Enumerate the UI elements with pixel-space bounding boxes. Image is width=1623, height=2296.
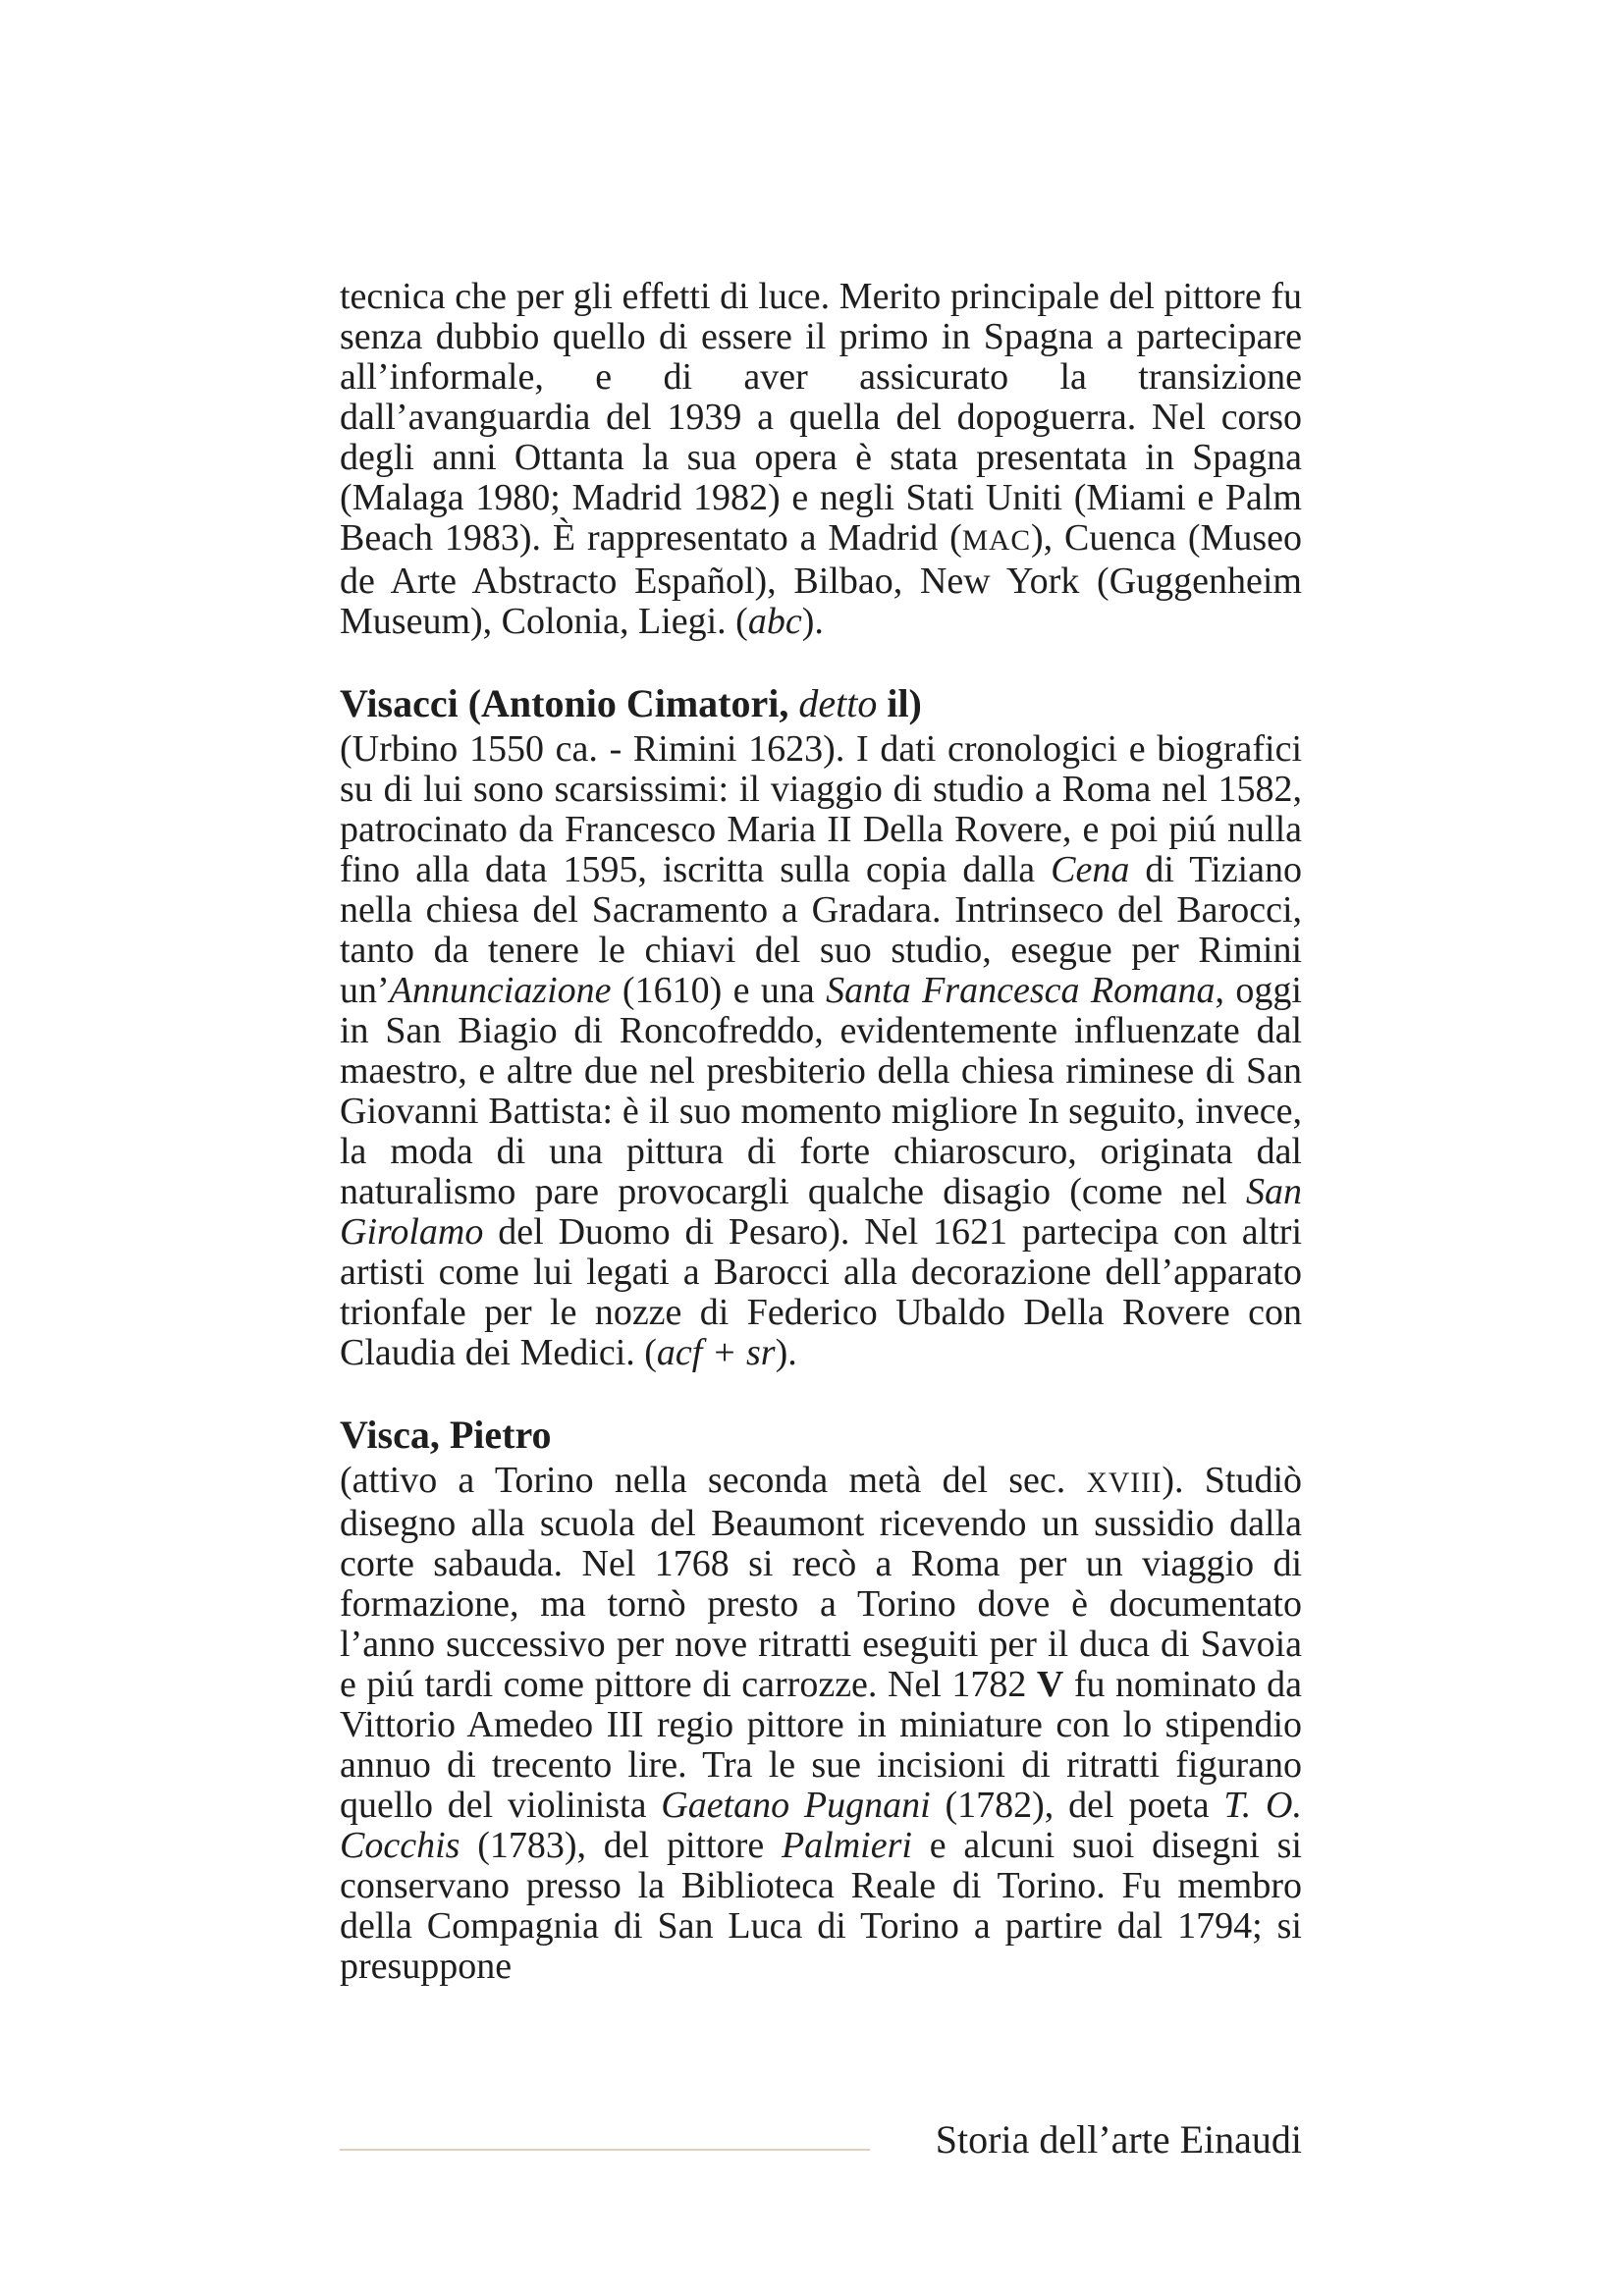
entry-heading: Visacci (Antonio Cimatori, detto il) <box>340 681 922 725</box>
entry-visacci <box>340 682 1302 1373</box>
continuation-paragraph: tecnica che per gli effetti di luce. Merito principale del pittore fu senza dubbio quello di essere il primo in Spagna a partecipare all’informale, e di aver assicurato la transizione dall’avanguardia del 1939 a quella del dopoguerra. Nel corso degli anni Ottanta la sua opera è stata presentata in Spagna (Malaga 1980; Madrid 1982) e negli Stati Uniti (Miami e Palm Beach 1983). È rappresentato a Madrid (MAC), Cuenca (Museo de Arte Abstracto Español), Bilbao, New York (Guggenheim Museum), Colonia, Liegi. (abc). <box>340 276 1302 642</box>
footer-title: Storia dell’arte Einaudi <box>935 2117 1302 2162</box>
entry-heading: Visca, Pietro <box>340 1413 552 1457</box>
entry-body: (Urbino 1550 ca. - Rimini 1623). I dati cronologici e biografici su di lui sono scarsissimi: il viaggio di studio a Roma nel 1582, patrocinato da Francesco Maria II Della Rovere, e poi piú nulla fino alla data 1595, iscritta sulla copia dalla Cena di Tiziano nella chiesa del Sacramento a Gradara. Intrinseco del Barocci, tanto da tenere le chiavi del suo studio, esegue per Rimini un’Annunciazione (1610) e una Santa Francesca Romana, oggi in San Biagio di Roncofreddo, evidentemente influenzate dal maestro, e altre due nel presbiterio della chiesa riminese di San Giovanni Battista: è il suo momento migliore In seguito, invece, la moda di una pittura di forte chiaroscuro, originata dal naturalismo pare provocargli qualche disagio (come nel San Girolamo del Duomo di Pesaro). Nel 1621 partecipa con altri artisti come lui legati a Barocci alla decorazione dell’apparato trionfale per le nozze di Federico Ubaldo Della Rovere con Claudia dei Medici. (acf + sr). <box>340 728 1302 1373</box>
page-footer <box>340 2115 1302 2164</box>
entry-body: (attivo a Torino nella seconda metà del sec. XVIII). Studiò disegno alla scuola del Beaumont ricevendo un sussidio dalla corte sabauda. Nel 1768 si recò a Roma per un viaggio di formazione, ma tornò presto a Torino dove è documentato l’anno successivo per nove ritratti eseguiti per il duca di Savoia e piú tardi come pittore di carrozze. Nel 1782 V fu nominato da Vittorio Amedeo III regio pittore in miniature con lo stipendio annuo di trecento lire. Tra le sue incisioni di ritratti figurano quello del violinista Gaetano Pugnani (1782), del poeta T. O. Cocchis (1783), del pittore Palmieri e alcuni suoi disegni si conservano presso la Biblioteca Reale di Torino. Fu membro della Compagnia di San Luca di Torino a partire dal 1794; si presuppone <box>340 1460 1303 1987</box>
entry-visca <box>340 1414 1302 1987</box>
page-body <box>340 277 1302 1987</box>
footer-rule <box>340 2149 870 2151</box>
